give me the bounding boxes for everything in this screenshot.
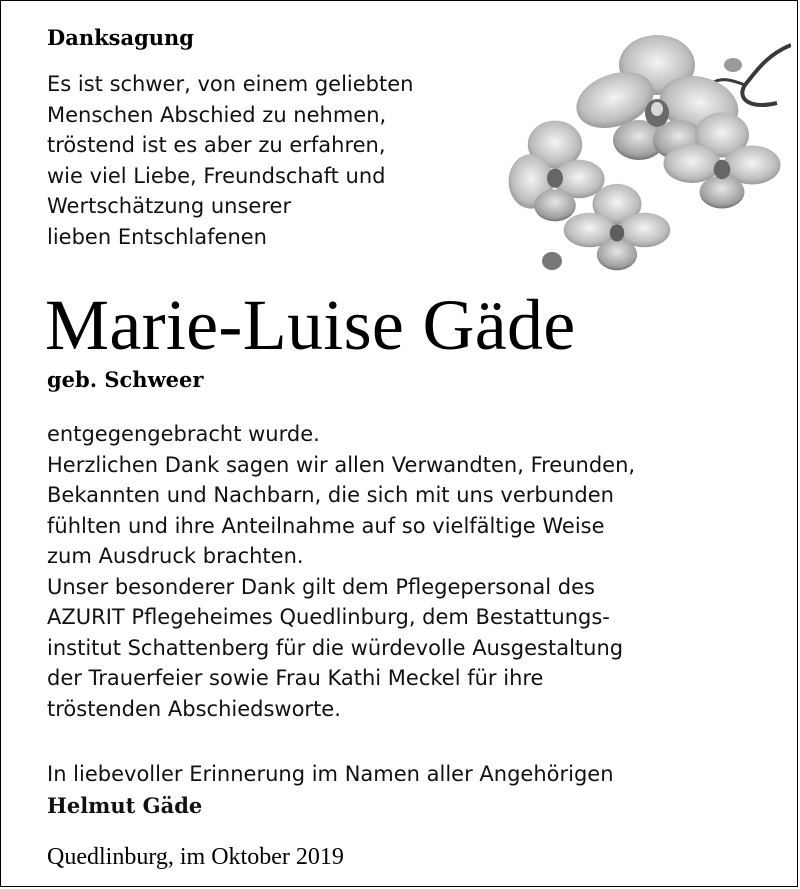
body-line: tröstenden Abschiedsworte. bbox=[47, 696, 341, 721]
body-line: institut Schattenberg für die würdevolle Ausgestaltung bbox=[47, 635, 624, 660]
notice-heading: Danksagung bbox=[47, 25, 194, 50]
body-text bbox=[47, 419, 777, 724]
body-line: Unser besonderer Dank gilt dem Pflegepersonal des bbox=[47, 574, 595, 599]
place-date: Quedlinburg, im Oktober 2019 bbox=[47, 844, 344, 870]
body-line: der Trauerfeier sowie Frau Kathi Meckel für ihre bbox=[47, 666, 544, 690]
intro-line: Wertschätzung unserer bbox=[47, 194, 292, 218]
signer-name: Helmut Gäde bbox=[47, 793, 203, 818]
intro-text bbox=[47, 69, 517, 252]
body-line: Herzlichen Dank sagen wir allen Verwandten, Freunden, bbox=[47, 452, 636, 477]
intro-line: Es ist schwer, von einem geliebten bbox=[47, 72, 414, 96]
orchid-flower-icon bbox=[507, 25, 791, 275]
deceased-name: Marie-Luise Gäde bbox=[45, 285, 576, 365]
closing-line: In liebevoller Erinnerung im Namen aller Angehörigen bbox=[47, 762, 614, 786]
intro-line: Menschen Abschied zu nehmen, bbox=[47, 102, 387, 127]
intro-line: wie viel Liebe, Freundschaft und bbox=[47, 163, 386, 188]
body-line: zum Ausdruck brachten. bbox=[47, 544, 304, 568]
intro-line: lieben Entschlafenen bbox=[47, 224, 267, 249]
body-line: entgegengebracht wurde. bbox=[47, 422, 320, 446]
birth-name: geb. Schweer bbox=[47, 367, 204, 392]
intro-line: tröstend ist es aber zu erfahren, bbox=[47, 133, 386, 157]
closing-block bbox=[47, 759, 614, 821]
body-line: fühlten und ihre Anteilnahme auf so vielfältige Weise bbox=[47, 513, 605, 538]
body-line: Bekannten und Nachbarn, die sich mit uns verbunden bbox=[47, 483, 614, 507]
body-line: AZURIT Pflegeheimes Quedlinburg, dem Bestattungs- bbox=[47, 605, 610, 629]
